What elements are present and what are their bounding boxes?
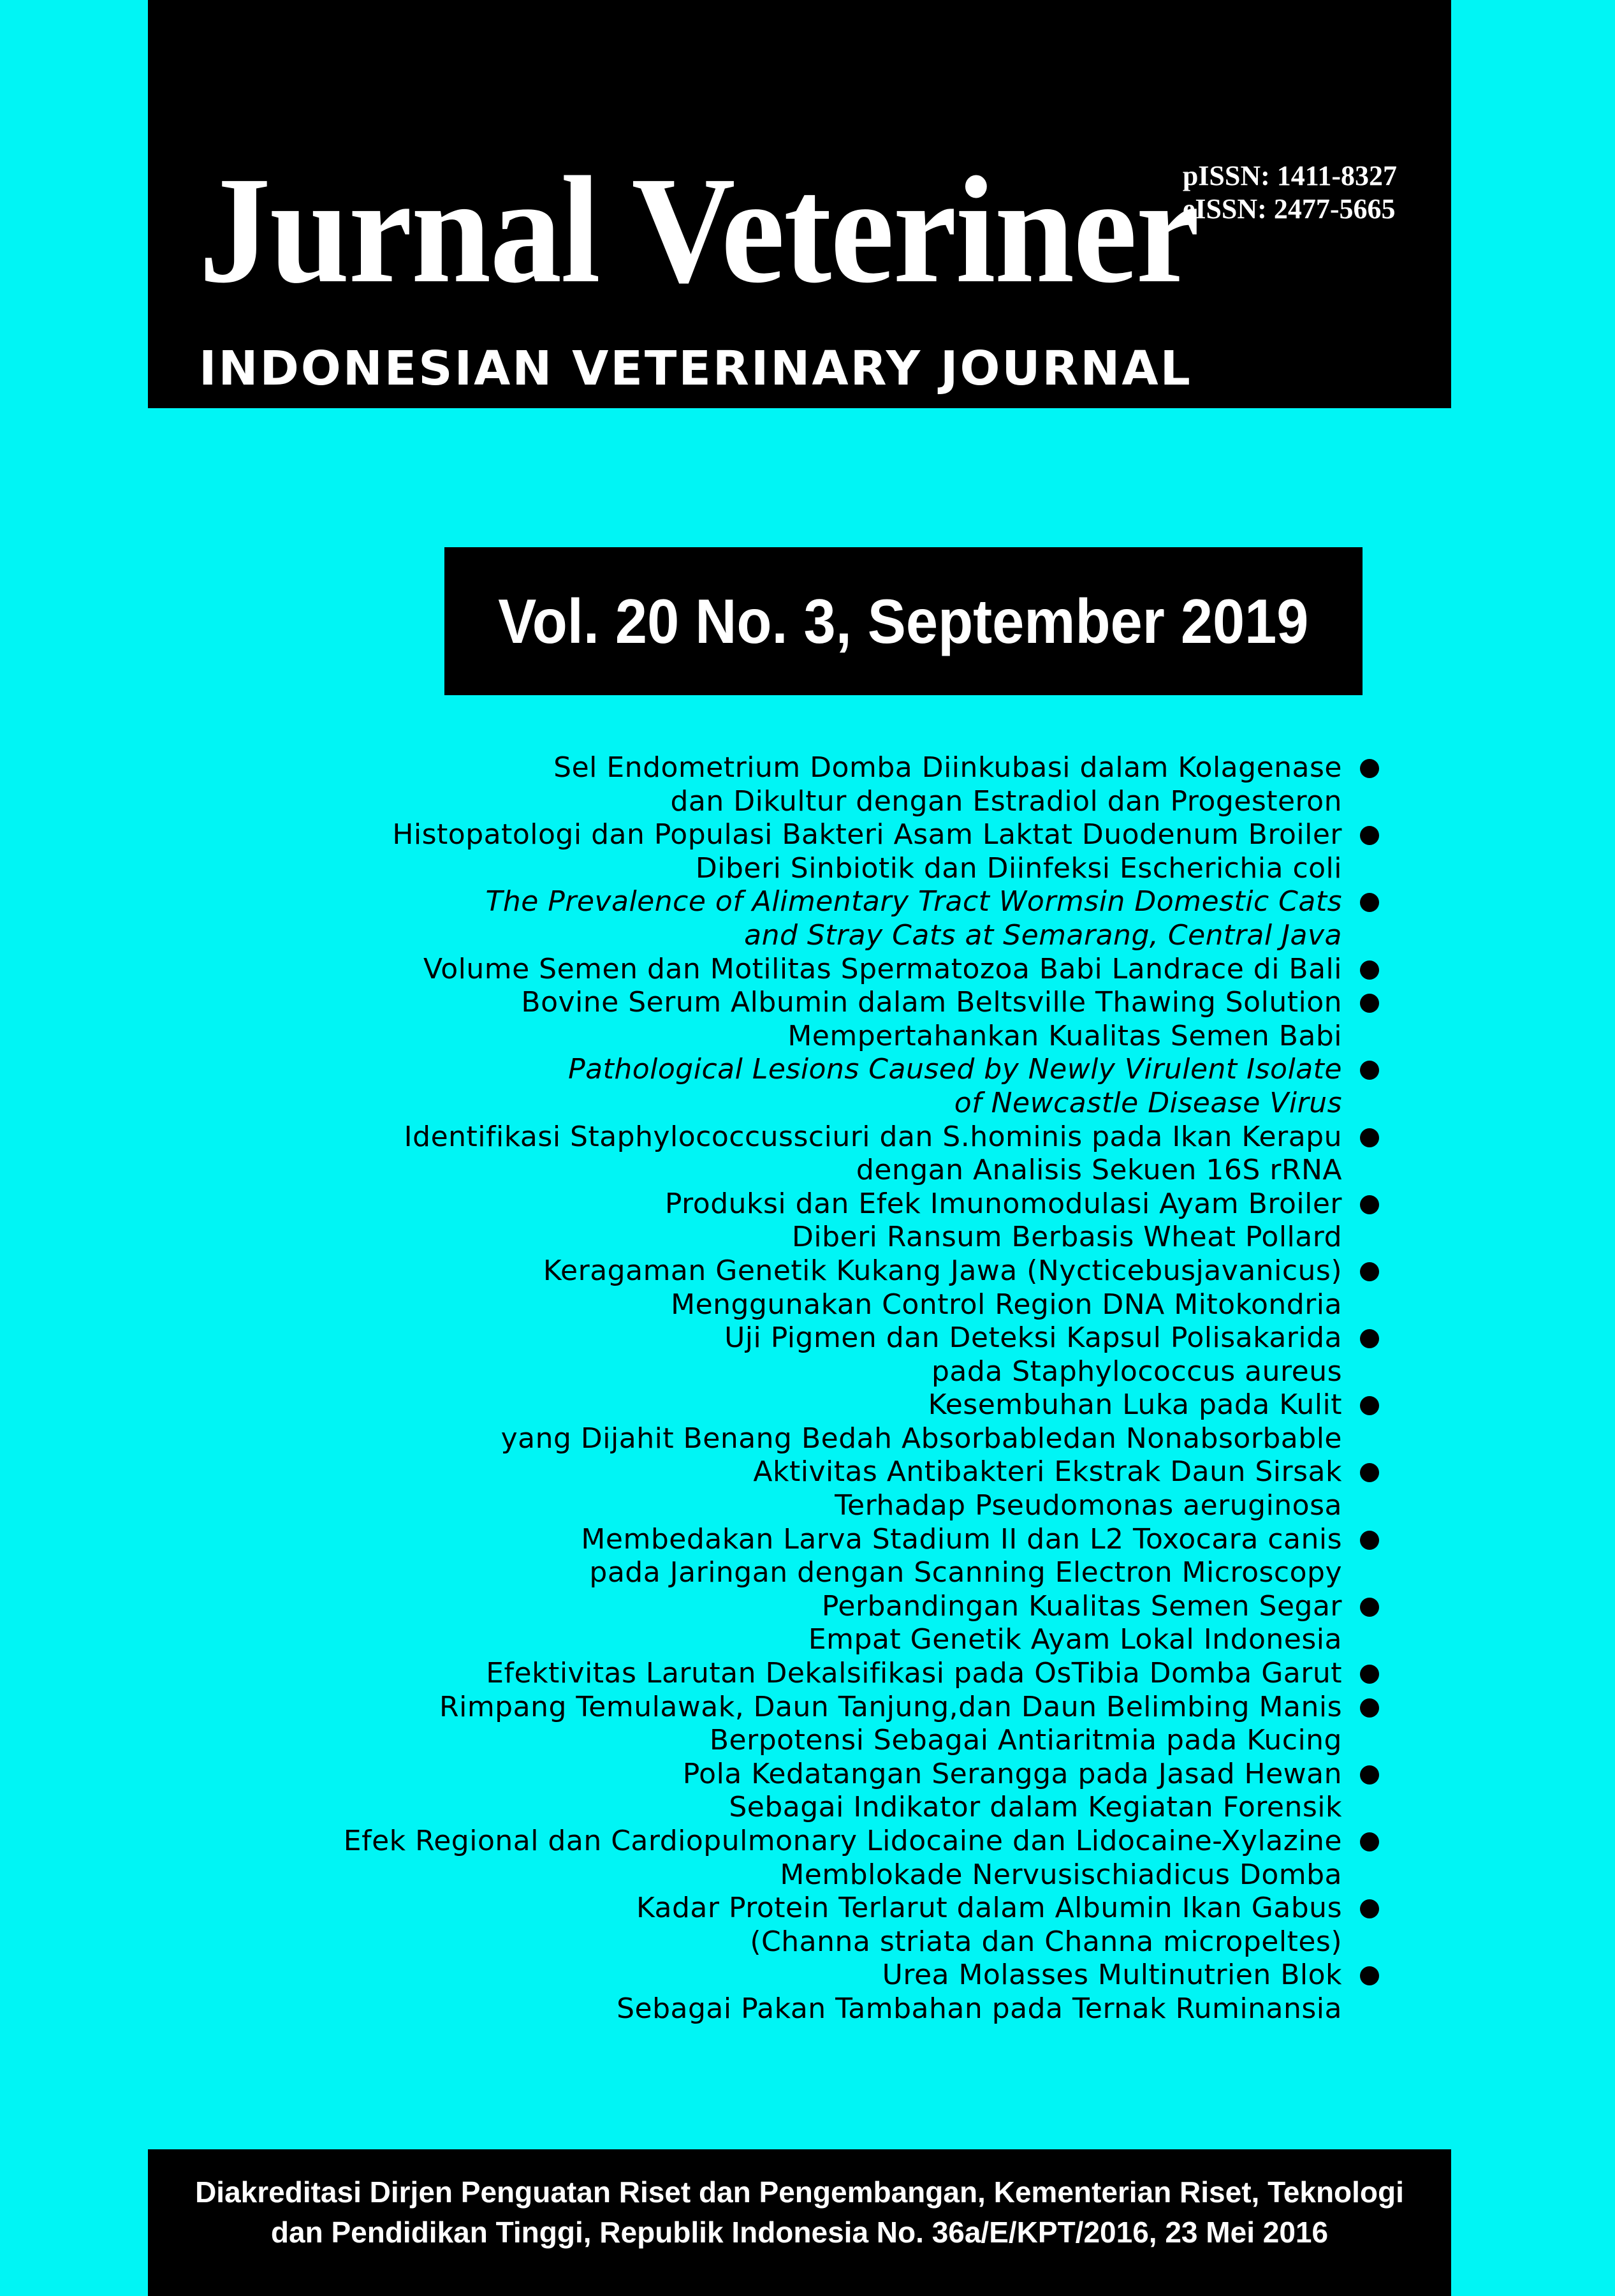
bullet-icon <box>1360 1463 1379 1482</box>
toc-line: Berpotensi Sebagai Antiaritmia pada Kucing <box>709 1724 1342 1757</box>
toc-line: Efektivitas Larutan Dekalsifikasi pada OsTibia Domba Garut <box>486 1657 1342 1690</box>
toc-entry <box>131 1053 1342 1120</box>
toc-line: Terhadap Pseudomonas aeruginosa <box>835 1489 1342 1522</box>
toc-line: pada Staphylococcus aureus <box>931 1355 1342 1388</box>
footer-line-1: Diakreditasi Dirjen Penguatan Riset dan Pengembangan, Kementerian Riset, Teknologi <box>195 2175 1404 2209</box>
toc-line: Efek Regional dan Cardiopulmonary Lidocaine dan Lidocaine-Xylazine <box>343 1825 1342 1857</box>
toc-line: Uji Pigmen dan Deteksi Kapsul Polisakarida <box>724 1321 1342 1355</box>
toc-line: Diberi Sinbiotik dan Diinfeksi Escherichia coli <box>695 851 1342 885</box>
toc-line: of Newcastle Disease Virus <box>954 1086 1342 1119</box>
volume-label: Vol. 20 No. 3, September 2019 <box>498 585 1309 656</box>
bullet-icon <box>1360 1531 1379 1550</box>
issn-block <box>1183 159 1397 226</box>
toc-entry <box>131 1455 1342 1522</box>
toc-line: Kesembuhan Luka pada Kulit <box>928 1388 1342 1422</box>
toc-entry <box>131 885 1342 952</box>
toc-entry <box>131 986 1342 1053</box>
toc-entry <box>131 1959 1342 2026</box>
bullet-icon <box>1360 1899 1379 1918</box>
toc-entry <box>131 1255 1342 1321</box>
toc-entry <box>131 1758 1342 1825</box>
bullet-icon <box>1360 1698 1379 1718</box>
bullet-icon <box>1360 1195 1379 1214</box>
volume-box <box>444 547 1363 695</box>
toc-entry <box>131 1657 1342 1691</box>
toc-line: Sebagai Pakan Tambahan pada Ternak Ruminansia <box>617 1992 1342 2025</box>
bullet-icon <box>1360 1396 1379 1415</box>
masthead <box>148 0 1451 408</box>
bullet-icon <box>1360 994 1379 1013</box>
toc-line: Sel Endometrium Domba Diinkubasi dalam Kolagenase <box>553 751 1342 784</box>
bullet-icon <box>1360 1665 1379 1684</box>
toc-entry <box>131 1321 1342 1388</box>
journal-title: Jurnal Veteriner <box>199 145 1199 314</box>
toc-line: dan Dikultur dengan Estradiol dan Progesteron <box>670 784 1342 818</box>
bullet-icon <box>1360 1262 1379 1281</box>
toc-entry <box>131 1523 1342 1590</box>
toc-entry <box>131 1188 1342 1255</box>
bullet-icon <box>1360 1061 1379 1080</box>
toc-entry <box>131 1691 1342 1758</box>
toc-entry <box>131 751 1342 818</box>
toc-entry <box>131 818 1342 885</box>
toc-line: and Stray Cats at Semarang, Central Java <box>744 918 1342 952</box>
toc-line: Bovine Serum Albumin dalam Beltsville Thawing Solution <box>521 986 1342 1019</box>
toc-line: Perbandingan Kualitas Semen Segar <box>821 1589 1342 1623</box>
toc-line: Mempertahankan Kualitas Semen Babi <box>787 1019 1342 1052</box>
toc-line: The Prevalence of Alimentary Tract Wormsin Domestic Cats <box>485 885 1342 918</box>
toc-entry <box>131 1590 1342 1657</box>
bullet-icon <box>1360 759 1379 778</box>
bullet-icon <box>1360 893 1379 912</box>
bullet-icon <box>1360 1128 1379 1147</box>
footer-line-2: dan Pendidikan Tinggi, Republik Indonesia No. 36a/E/KPT/2016, 23 Mei 2016 <box>270 2216 1329 2249</box>
toc-line: Menggunakan Control Region DNA Mitokondria <box>671 1288 1342 1321</box>
toc-line: Aktivitas Antibakteri Ekstrak Daun Sirsak <box>753 1455 1342 1489</box>
toc-entry <box>131 1388 1342 1455</box>
toc-line: Produksi dan Efek Imunomodulasi Ayam Broiler <box>664 1187 1342 1220</box>
eissn: eISSN: 2477-5665 <box>1182 193 1396 224</box>
toc-line: Histopatologi dan Populasi Bakteri Asam Laktat Duodenum Broiler <box>392 818 1342 851</box>
toc-line: (Channa striata dan Channa micropeltes) <box>750 1925 1342 1958</box>
toc-line: Empat Genetik Ayam Lokal Indonesia <box>808 1623 1342 1656</box>
bullet-icon <box>1360 1329 1379 1348</box>
toc-line: Keragaman Genetik Kukang Jawa (Nycticebusjavanicus) <box>543 1254 1342 1287</box>
bullet-icon <box>1360 1765 1379 1785</box>
accreditation-footer <box>148 2149 1451 2296</box>
bullet-icon <box>1360 1598 1379 1617</box>
toc-line: pada Jaringan dengan Scanning Electron Microscopy <box>589 1556 1342 1589</box>
journal-subtitle: INDONESIAN VETERINARY JOURNAL <box>199 341 1192 396</box>
toc-entry <box>131 1892 1342 1959</box>
toc-entry <box>131 953 1342 987</box>
toc-line: Urea Molasses Multinutrien Blok <box>882 1959 1342 1992</box>
toc-line: Diberi Ransum Berbasis Wheat Pollard <box>791 1221 1342 1254</box>
pissn: pISSN: 1411-8327 <box>1182 160 1397 191</box>
toc-line: Memblokade Nervusischiadicus Domba <box>780 1858 1342 1891</box>
toc-line: yang Dijahit Benang Bedah Absorbabledan Nonabsorbable <box>501 1422 1342 1455</box>
bullet-icon <box>1360 1966 1379 1985</box>
toc-line: Pathological Lesions Caused by Newly Virulent Isolate <box>568 1053 1342 1086</box>
toc-line: Kadar Protein Terlarut dalam Albumin Ikan Gabus <box>636 1892 1342 1925</box>
bullet-icon <box>1360 826 1379 845</box>
toc-entry <box>131 1121 1342 1188</box>
toc-line: Rimpang Temulawak, Daun Tanjung,dan Daun Belimbing Manis <box>439 1690 1342 1723</box>
toc-line: Volume Semen dan Motilitas Spermatozoa Babi Landrace di Bali <box>423 952 1342 985</box>
table-of-contents <box>131 751 1342 2026</box>
toc-line: dengan Analisis Sekuen 16S rRNA <box>856 1154 1342 1187</box>
bullet-icon <box>1360 960 1379 980</box>
toc-line: Sebagai Indikator dalam Kegiatan Forensik <box>729 1791 1342 1824</box>
toc-line: Pola Kedatangan Serangga pada Jasad Hewan <box>682 1757 1342 1790</box>
toc-line: Membedakan Larva Stadium II dan L2 Toxocara canis <box>581 1522 1342 1556</box>
toc-entry <box>131 1825 1342 1892</box>
toc-line: Identifikasi Staphylococcussciuri dan S.hominis pada Ikan Kerapu <box>404 1120 1342 1153</box>
bullet-icon <box>1360 1832 1379 1851</box>
